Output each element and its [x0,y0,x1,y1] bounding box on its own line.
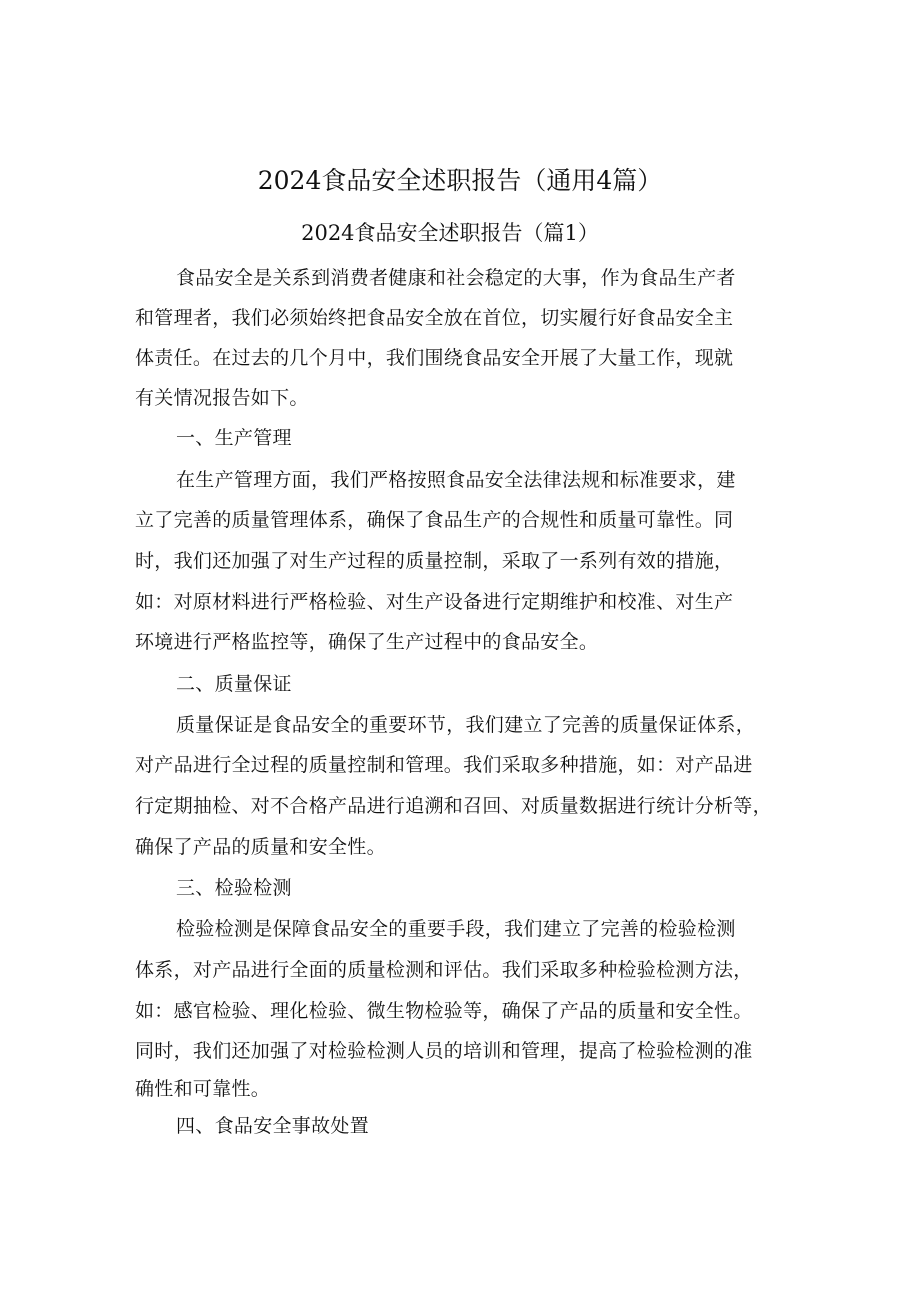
paragraph-line: 如：对原材料进行严格检验、对生产设备进行定期维护和校准、对生产 [135,591,734,613]
paragraph-line: 立了完善的质量管理体系，确保了食品生产的合规性和质量可靠性。同 [135,509,734,531]
paragraph-line: 体系，对产品进行全面的质量检测和评估。我们采取多种检验检测方法， [135,959,753,981]
paragraph-line: 体责任。在过去的几个月中，我们围绕食品安全开展了大量工作，现就 [135,347,734,369]
paragraph-line: 对产品进行全过程的质量控制和管理。我们采取多种措施，如：对产品进 [135,754,753,776]
section-title: 2024食品安全述职报告（篇1） [301,221,599,245]
paragraph-line: 确保了产品的质量和安全性。 [135,836,386,858]
paragraph-line: 和管理者，我们必须始终把食品安全放在首位，切实履行好食品安全主 [135,307,734,329]
paragraph-line: 食品安全是关系到消费者健康和社会稳定的大事，作为食品生产者 [176,267,736,289]
paragraph-line: 行定期抽检、对不合格产品进行追溯和召回、对质量数据进行统计分析等， [135,795,772,817]
paragraph-line: 确性和可靠性。 [135,1078,271,1100]
document-title: 2024食品安全述职报告（通用4篇） [257,166,663,195]
paragraph-line: 环境进行严格监控等，确保了生产过程中的食品安全。 [135,631,599,653]
section-heading: 三、检验检测 [176,877,292,899]
paragraph-line: 检验检测是保障食品安全的重要手段，我们建立了完善的检验检测 [176,918,736,940]
paragraph-line: 质量保证是食品安全的重要环节，我们建立了完善的质量保证体系， [176,714,756,736]
section-heading: 一、生产管理 [176,427,292,449]
paragraph-line: 时，我们还加强了对生产过程的质量控制，采取了一系列有效的措施， [135,550,734,572]
paragraph-line: 有关情况报告如下。 [135,387,309,409]
paragraph-line: 同时，我们还加强了对检验检测人员的培训和管理，提高了检验检测的准 [135,1040,753,1062]
section-heading: 四、食品安全事故处置 [176,1115,370,1137]
section-heading: 二、质量保证 [176,673,292,695]
paragraph-line: 如：感官检验、理化检验、微生物检验等，确保了产品的质量和安全性。 [135,1000,753,1022]
paragraph-line: 在生产管理方面，我们严格按照食品安全法律法规和标准要求，建 [176,469,736,491]
